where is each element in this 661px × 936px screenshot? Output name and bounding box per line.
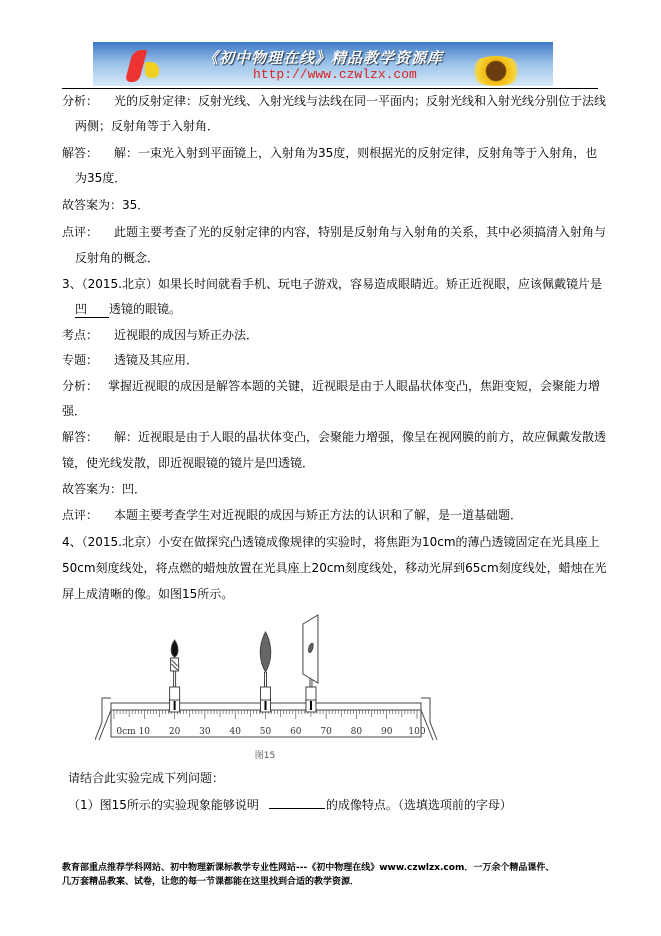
ruler-tick-label: 30 [199,727,211,737]
q4-sub1-blank[interactable] [269,795,325,809]
sunflower-image [468,56,524,86]
label: 点评： [62,508,99,522]
text: 的成像特点。（选填选项前的字母） [325,798,512,812]
q4-stem-cont2: 屏上成清晰的像。如图15所示。 [62,587,234,601]
q2-comment [62,224,606,240]
text: 解：一束光入射到平面镜上，入射角为35度，则根据光的反射定律，反射角等于入射角，也 [114,146,598,160]
header-banner [93,42,553,86]
label: 分析： [62,94,99,108]
ruler-tick-label: 60 [290,727,302,737]
optical-bench-figure [95,600,440,765]
label: 分析： [62,379,99,393]
candle-flame-icon [171,640,178,657]
ruler-tick-label: 10 [138,727,151,737]
q4-stem: 4、（2015.北京）小安在做探究凸透镜成像规律的实验时，将焦距为10cm的薄凸透镜固定在光具座上 [62,535,600,549]
q2-analysis-cont: 两侧；反射角等于入射角． [75,119,220,133]
q3-comment [62,507,522,523]
q4-sub1 [68,795,512,813]
logo-icon [125,50,148,82]
text: 本题主要考查学生对近视眼的成因与矫正方法的认识和了解，是一道基础题． [114,508,523,522]
header-rule [62,88,598,89]
logo-icon-secondary [145,62,159,78]
text: 近视眼的成因与矫正办法． [114,328,259,342]
label: 解答： [62,146,99,160]
convex-lens-icon [260,632,271,672]
text: 此题主要考查了光的反射定律的内容，特别是反射角与入射角的关系，其中必须搞清入射角与 [114,225,607,239]
text: 解：近视眼是由于人眼的晶状体变凸，会聚能力增强，像呈在视网膜的前方，故应佩戴发散透 [114,430,607,444]
banner-title: 《初中物理在线》精品教学资源库 [203,49,444,67]
ruler-tick-label: 20 [168,727,181,737]
ruler-tick-label: 70 [320,727,332,737]
q3-answer-blank: 凹 [75,301,109,318]
q3-point [62,327,258,343]
ruler-tick-label: 80 [350,727,363,737]
q3-analysis [62,378,600,394]
footer-line-2: 几万套精品教案、试卷，让您的每一节课都能在这里找到合适的教学资源． [62,877,360,887]
text: 掌握近视眼的成因是解答本题的关键，近视眼是由于人眼晶状体变凸，焦距变短，会聚能力增 [108,379,601,393]
ruler-tick-label: 90 [380,727,393,737]
label: 考点： [62,328,99,342]
q3-solution-cont: 镜，使光线发散，即近视眼镜的镜片是凹透镜． [62,456,315,470]
q3-stem-cont [75,301,181,318]
q2-comment-cont: 反射角的概念． [75,251,160,265]
q3-analysis-cont: 强． [62,404,87,418]
text: 透镜的眼镜。 [109,302,182,316]
left-end-leg [95,698,111,740]
label: 点评： [62,225,99,239]
q2-analysis [62,93,606,109]
ruler-tick-label: 100 [408,727,426,737]
footer-line-1: 教育部重点推荐学科网站、初中物理新课标教学专业性网站---《初中物理在线》www.czwlzx.com．一万余个精品课件、 [62,863,555,873]
q3-solution [62,429,606,445]
q3-stem: 3、（2015.北京）如果长时间就看手机、玩电子游戏，容易造成眼睛近。矫正近视眼，应该佩戴镜片是 [62,277,602,291]
q2-solution [62,145,597,161]
text: （1）图15所示的实验现象能够说明 [68,798,259,812]
banner-url[interactable]: http://www.czwlzx.com [253,67,417,82]
q4-stem-cont: 50cm刻度线处，将点燃的蜡烛放置在光具座上20cm刻度线处，移动光屏到65cm刻度线处，蜡烛在光 [62,561,607,575]
text: 透镜及其应用． [114,353,199,367]
label: 专题： [62,353,99,367]
q2-answer: 故答案为：35． [62,198,150,212]
ruler-tick-label: 40 [229,727,241,737]
label: 解答： [62,430,99,444]
figure-caption: 图15 [254,751,276,761]
text: 光的反射定律：反射光线、入射光线与法线在同一平面内；反射光线和入射光线分别位于法线 [114,94,607,108]
q4-prompt: 请结合此实验完成下列问题： [68,771,225,785]
q3-topic [62,352,198,368]
ruler-tick-label: 0cm [116,727,136,737]
ruler-tick-label: 50 [259,727,272,737]
q3-answer: 故答案为：凹． [62,482,147,496]
q2-solution-cont: 为35度． [75,171,127,185]
